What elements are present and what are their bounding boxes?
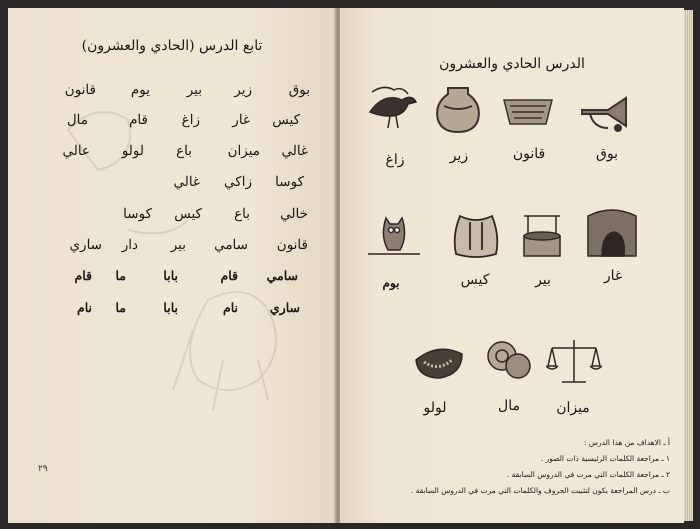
cave-icon bbox=[584, 208, 640, 258]
word: سامي bbox=[214, 237, 248, 253]
word-sack: كيس bbox=[460, 272, 490, 288]
word: ما bbox=[115, 300, 126, 315]
word-cave: غار bbox=[603, 268, 623, 284]
word-pearl: لولو bbox=[423, 400, 447, 416]
word: نام bbox=[76, 300, 92, 315]
word-row-6 bbox=[50, 237, 310, 263]
owl-icon bbox=[366, 210, 422, 260]
word-zither: قانون bbox=[512, 146, 546, 162]
word: خالي bbox=[280, 206, 308, 222]
word: زير bbox=[234, 82, 252, 98]
word: قام bbox=[220, 268, 238, 283]
zither-box-icon bbox=[500, 90, 556, 140]
word: زاغ bbox=[181, 112, 200, 128]
word: بير bbox=[186, 82, 202, 98]
word-row-8 bbox=[50, 300, 310, 326]
crow-icon bbox=[366, 82, 422, 132]
sack-icon bbox=[448, 210, 504, 260]
word: بابا bbox=[163, 300, 178, 315]
word: ما bbox=[115, 268, 126, 283]
word: زاكي bbox=[224, 174, 252, 190]
word-owl: بوم bbox=[382, 276, 400, 290]
word: ميزان bbox=[227, 143, 260, 159]
word: قانون bbox=[64, 82, 96, 98]
word-row-5 bbox=[50, 206, 310, 232]
word-scale: ميزان bbox=[556, 400, 590, 416]
coins-icon bbox=[480, 336, 536, 386]
word: سامي bbox=[266, 268, 298, 283]
word: غار bbox=[232, 112, 250, 128]
word: كوسا bbox=[275, 174, 304, 190]
word: ساري bbox=[269, 300, 300, 315]
left-page-title: تابع الدرس (الحادي والعشرون) bbox=[81, 38, 263, 54]
word: نام bbox=[222, 300, 238, 315]
word: يوم bbox=[130, 82, 150, 98]
word-row-1 bbox=[50, 82, 310, 108]
pearl-necklace-icon bbox=[410, 338, 466, 388]
well-icon bbox=[514, 210, 570, 260]
word-row-2 bbox=[50, 112, 310, 138]
word: باع bbox=[234, 206, 250, 222]
note-item-1: ١ ـ مراجعة الكلمات الرئيسية ذات الصور . bbox=[540, 454, 670, 463]
clay-jar-icon bbox=[430, 84, 486, 134]
word: كيس bbox=[174, 206, 202, 222]
word: مال bbox=[66, 112, 88, 128]
balance-scale-icon bbox=[546, 336, 602, 386]
word: قانون bbox=[276, 237, 308, 253]
word-row-4 bbox=[50, 174, 310, 200]
word-crow: زاغ bbox=[385, 152, 405, 168]
word-money: مال bbox=[498, 398, 520, 414]
word-trumpet: بوق bbox=[596, 146, 618, 162]
note-b: ب ـ درس المراجعة يكون لتثبيت الحروف والكلمات التي مرت في الدروس السابقة . bbox=[410, 486, 670, 495]
word: كوسا bbox=[123, 206, 152, 222]
word: قام bbox=[129, 112, 148, 128]
word: عالي bbox=[62, 143, 90, 159]
page-edges bbox=[684, 10, 693, 521]
word: ساري bbox=[69, 237, 102, 253]
word-jar: زير bbox=[449, 148, 469, 164]
right-page-title: الدرس الحادي والعشرون bbox=[439, 56, 585, 72]
word: بير bbox=[170, 237, 186, 253]
word: قام bbox=[74, 268, 92, 283]
trumpet-icon bbox=[578, 88, 634, 138]
word: لولو bbox=[121, 143, 144, 159]
page-number: ٢٩ bbox=[38, 464, 48, 474]
word-row-7 bbox=[50, 268, 310, 294]
word: غالي bbox=[173, 174, 200, 190]
word: كيس bbox=[272, 112, 300, 128]
word-well: بير bbox=[535, 272, 551, 288]
word: بوق bbox=[288, 82, 310, 98]
word: غالي bbox=[281, 143, 308, 159]
note-objectives: أ ـ الاهداف من هذا الدرس : bbox=[583, 438, 670, 447]
word: باع bbox=[176, 143, 192, 159]
note-item-2: ٢ ـ مراجعة الكلمات التي مرت في الدروس السابقة . bbox=[506, 470, 670, 479]
word: بابا bbox=[163, 268, 178, 283]
word-row-3 bbox=[50, 143, 310, 169]
word: دار bbox=[121, 237, 138, 253]
